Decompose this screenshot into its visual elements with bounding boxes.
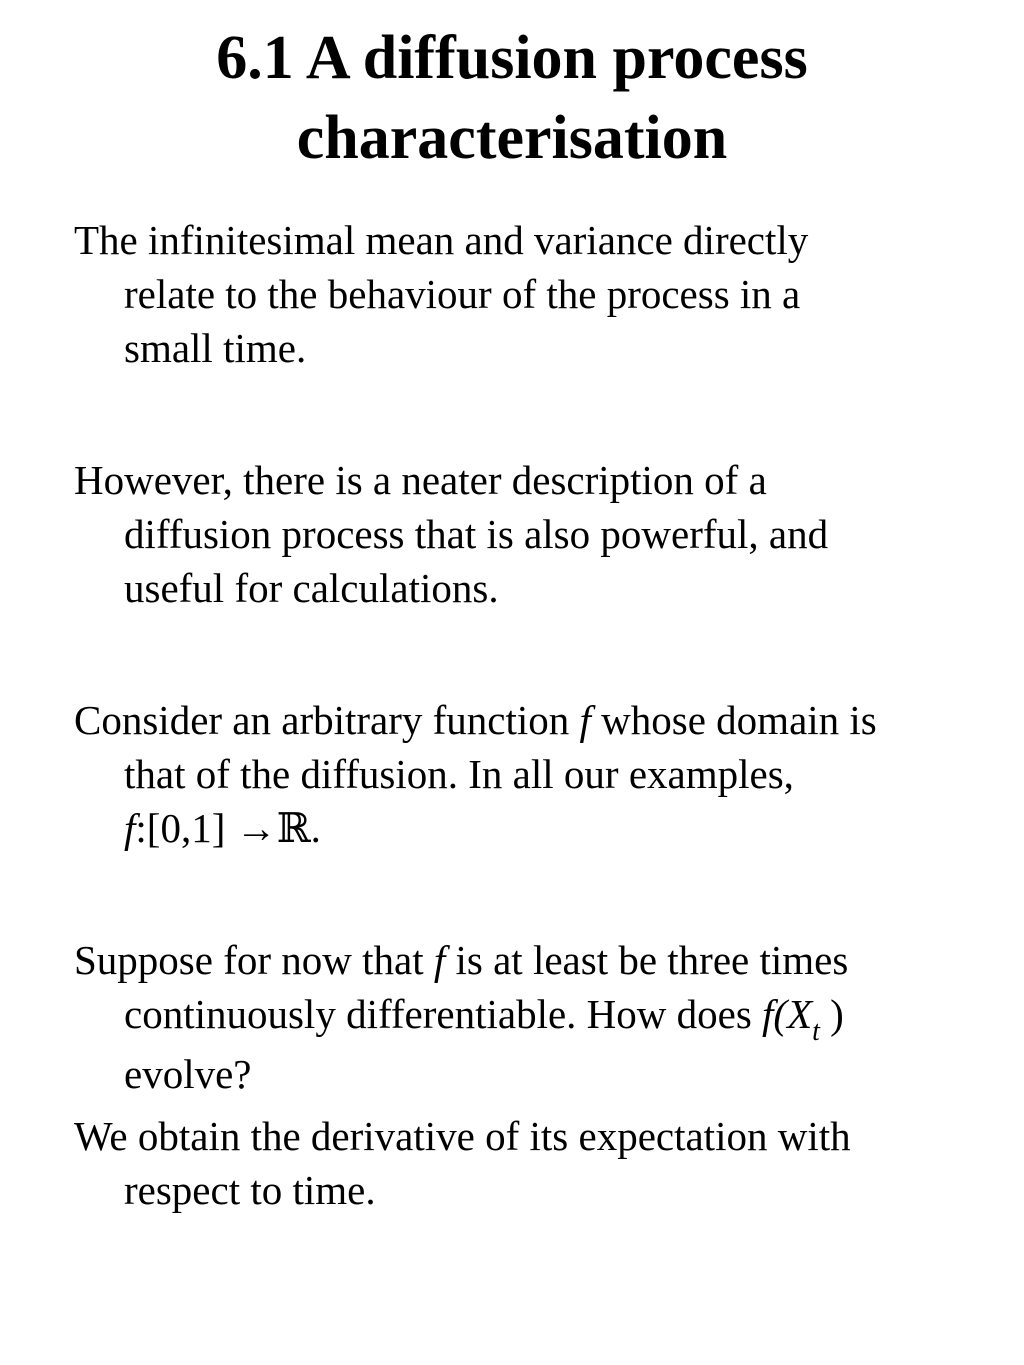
function-expression: f(X bbox=[762, 991, 813, 1037]
text-run: is at least be three times bbox=[445, 937, 849, 983]
paragraph-arbitrary-function bbox=[74, 693, 994, 855]
paragraph-line: The infinitesimal mean and variance directly bbox=[74, 217, 809, 263]
paragraph-line: that of the diffusion. In all our examples, bbox=[124, 751, 794, 797]
paragraph-line bbox=[74, 933, 994, 987]
paragraph-neater-description bbox=[74, 453, 994, 615]
function-symbol: f bbox=[579, 697, 591, 743]
slide-title bbox=[0, 18, 1024, 178]
paragraph-differentiable bbox=[74, 933, 994, 1101]
paragraph-line: However, there is a neater description of a bbox=[74, 457, 767, 503]
subscript-t: t bbox=[812, 1016, 820, 1047]
paragraph-infinitesimal bbox=[74, 213, 994, 375]
paragraph-line: evolve? bbox=[124, 1051, 252, 1097]
title-line-2: characterisation bbox=[296, 104, 728, 172]
paragraph-line: small time. bbox=[124, 325, 307, 371]
paragraph-line: useful for calculations. bbox=[124, 565, 499, 611]
math-mapping: :[0,1] →ℝ. bbox=[135, 805, 321, 851]
paragraph-line: diffusion process that is also powerful, and bbox=[124, 511, 829, 557]
paragraph-line bbox=[74, 693, 994, 747]
text-run: continuously differentiable. How does bbox=[124, 991, 763, 1037]
text-run: whose domain is bbox=[590, 697, 877, 743]
title-line-1: 6.1 A diffusion process bbox=[216, 24, 808, 92]
paragraph-derivative bbox=[74, 1109, 994, 1217]
closing-paren: ) bbox=[819, 991, 844, 1037]
paragraph-line: relate to the behaviour of the process in a bbox=[124, 271, 801, 317]
function-symbol: f bbox=[124, 805, 136, 851]
function-symbol: f bbox=[433, 937, 446, 983]
text-run: Consider an arbitrary function bbox=[74, 697, 580, 743]
paragraph-line bbox=[74, 801, 994, 855]
paragraph-line: We obtain the derivative of its expectation with bbox=[74, 1113, 851, 1159]
paragraph-line: respect to time. bbox=[124, 1167, 376, 1213]
text-run: Suppose for now that bbox=[74, 937, 434, 983]
paragraph-line bbox=[74, 987, 994, 1047]
